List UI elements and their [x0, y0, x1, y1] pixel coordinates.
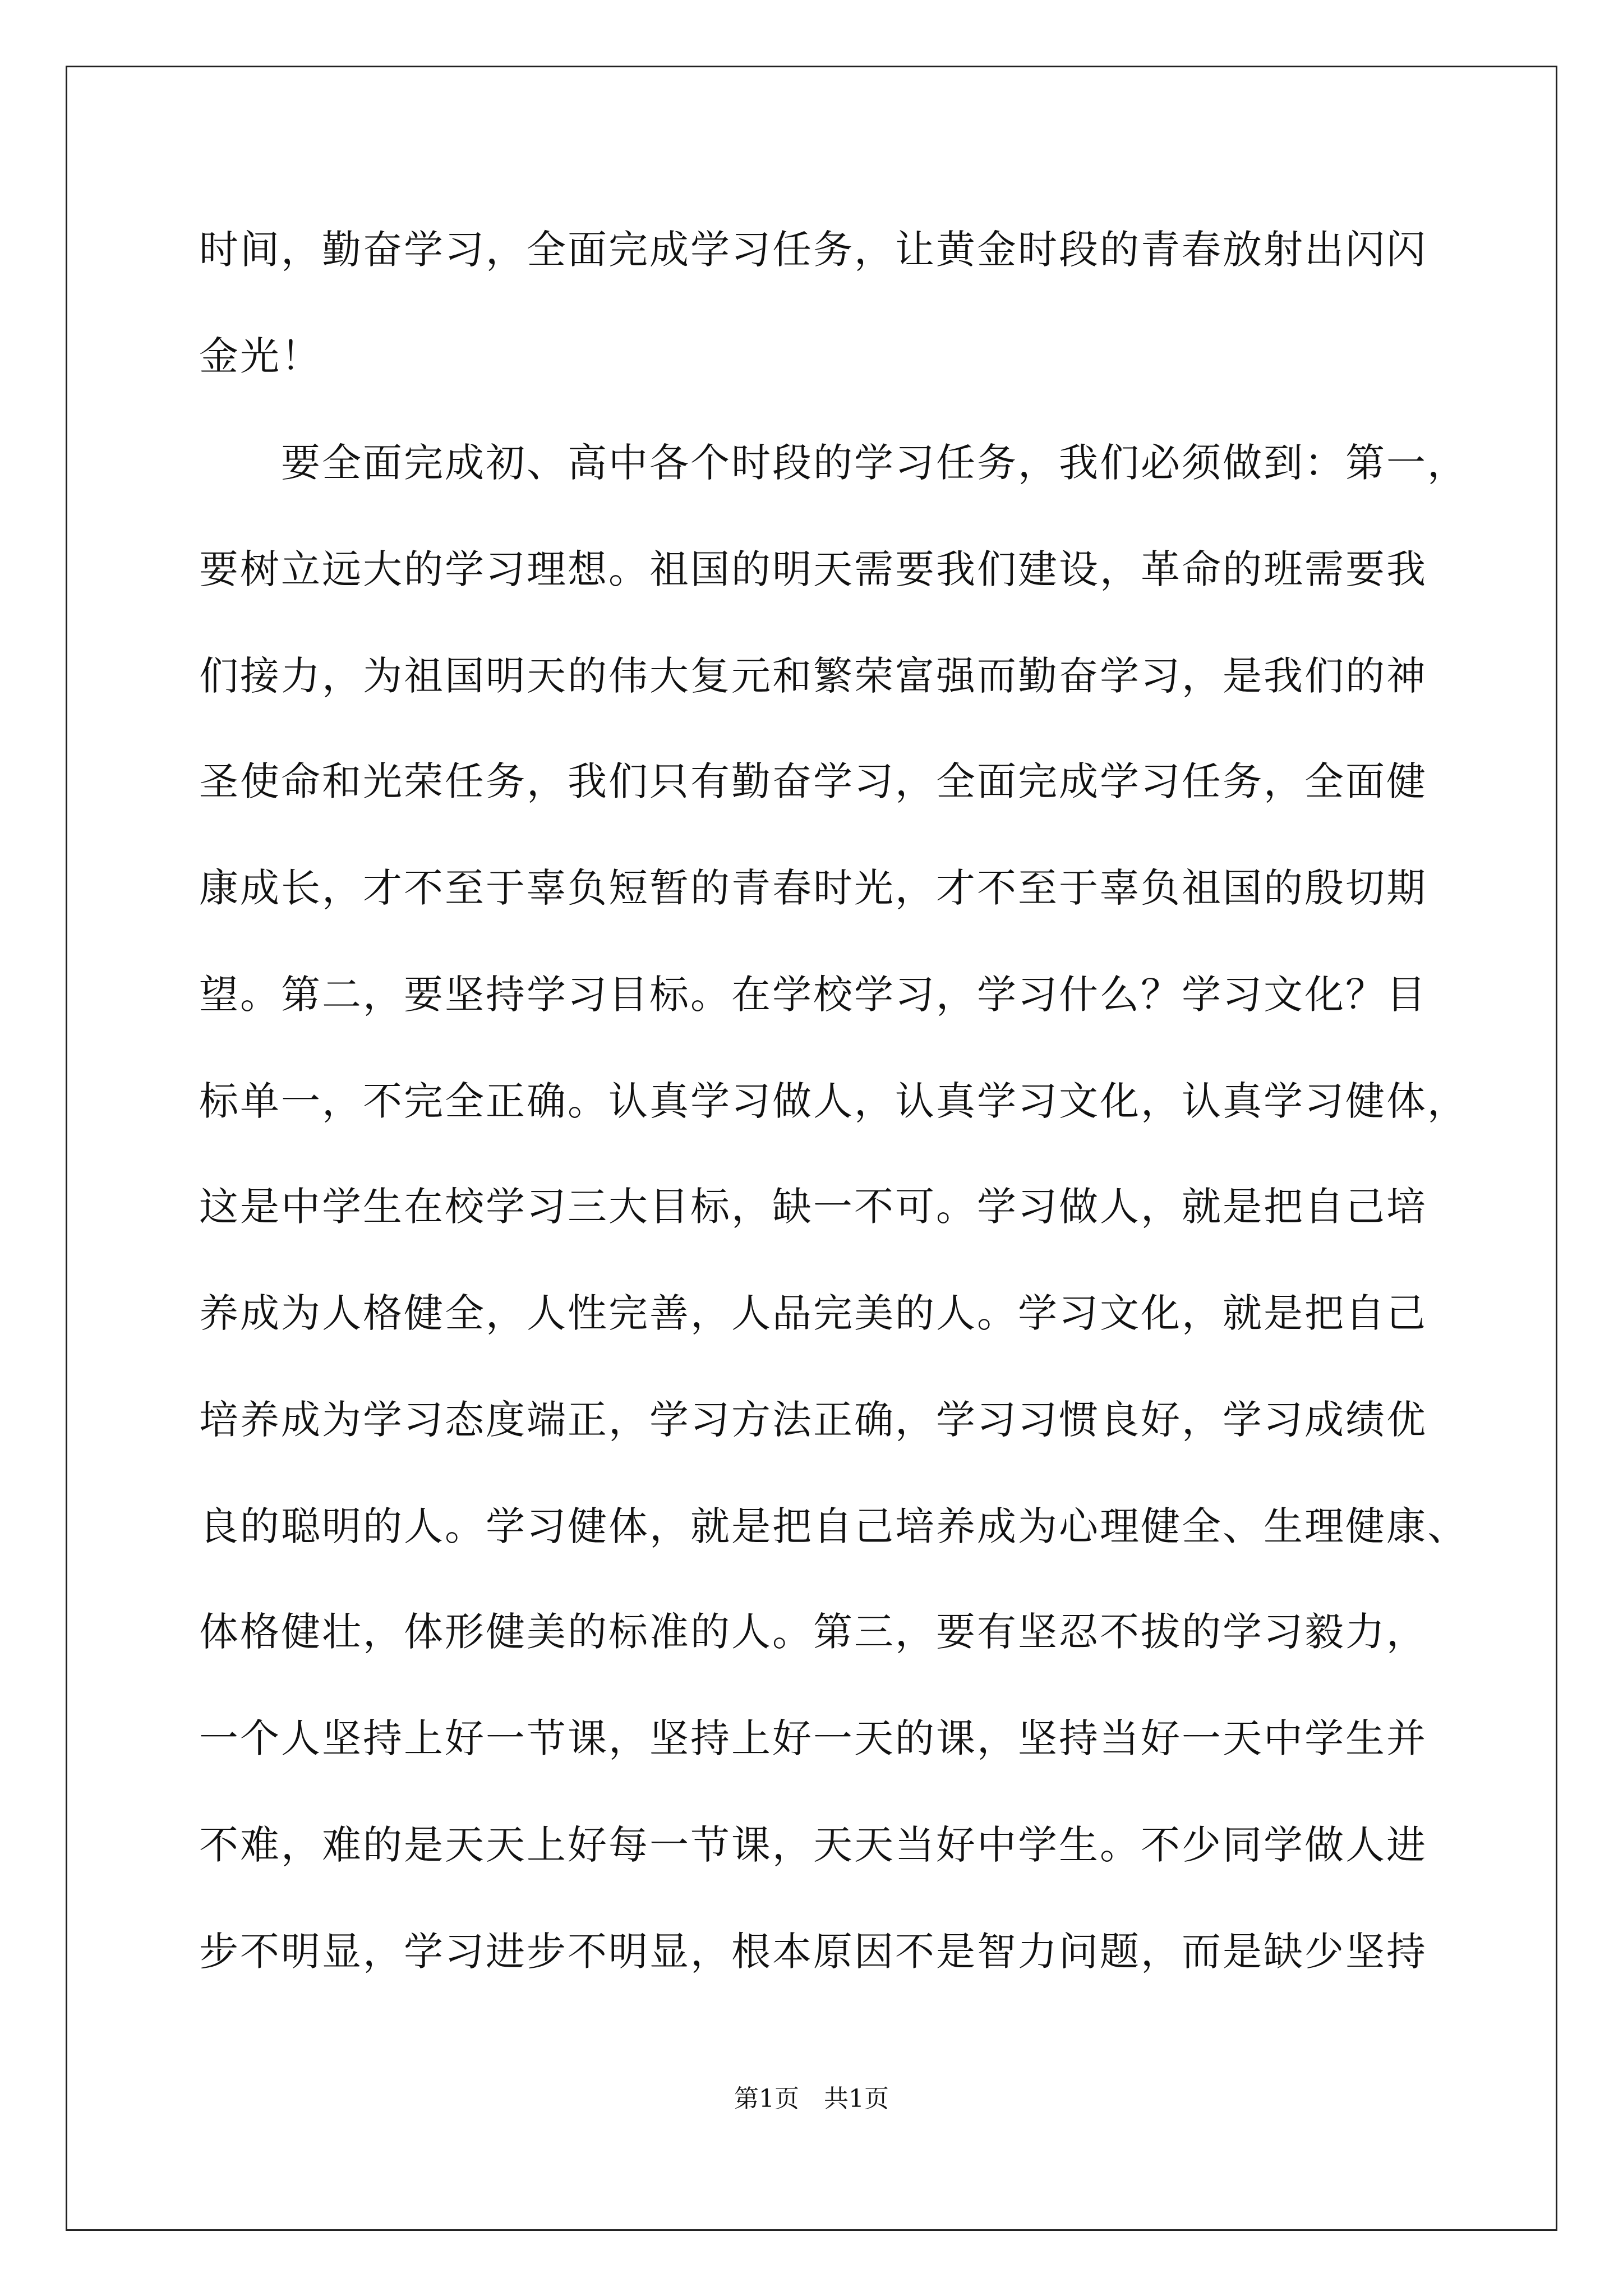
text-line-16: 不难，难的是天天上好每一节课，天天当好中学生。不少同学做人进 [199, 1822, 1427, 1868]
page-footer: 第1页 共1页 [734, 2085, 889, 2113]
text-line-11: 养成为人格健全，人性完善，人品完美的人。学习文化，就是把自己 [199, 1290, 1427, 1336]
text-line-5: 们接力，为祖国明天的伟大复元和繁荣富强而勤奋学习，是我们的神 [199, 653, 1427, 699]
text-line-17: 步不明显，学习进步不明显，根本原因不是智力问题，而是缺少坚持 [199, 1929, 1427, 1975]
text-line-14: 体格健壮，体形健美的标准的人。第三，要有坚忍不拔的学习毅力， [199, 1609, 1427, 1655]
text-line-1: 时间，勤奋学习，全面完成学习任务，让黄金时段的青春放射出闪闪 [199, 227, 1427, 273]
text-line-6: 圣使命和光荣任务，我们只有勤奋学习，全面完成学习任务，全面健 [199, 758, 1427, 804]
text-line-10: 这是中学生在校学习三大目标，缺一不可。学习做人，就是把自己培 [199, 1184, 1427, 1230]
text-line-8: 望。第二，要坚持学习目标。在学校学习，学习什么？学习文化？目 [199, 972, 1427, 1018]
text-line-13: 良的聪明的人。学习健体，就是把自己培养成为心理健全、生理健康、 [199, 1503, 1468, 1549]
text-line-3: 要全面完成初、高中各个时段的学习任务，我们必须做到：第一， [199, 440, 1468, 486]
text-line-12: 培养成为学习态度端正，学习方法正确，学习习惯良好，学习成绩优 [199, 1397, 1427, 1443]
text-line-15: 一个人坚持上好一节课，坚持上好一天的课，坚持当好一天中学生并 [199, 1715, 1427, 1761]
text-line-4: 要树立远大的学习理想。祖国的明天需要我们建设，革命的班需要我 [199, 546, 1427, 592]
page-border [66, 66, 1557, 2231]
text-line-2: 金光！ [199, 333, 322, 379]
text-line-9: 标单一，不完全正确。认真学习做人，认真学习文化，认真学习健体， [199, 1078, 1468, 1124]
text-line-7: 康成长，才不至于辜负短暂的青春时光，才不至于辜负祖国的殷切期 [199, 865, 1427, 911]
